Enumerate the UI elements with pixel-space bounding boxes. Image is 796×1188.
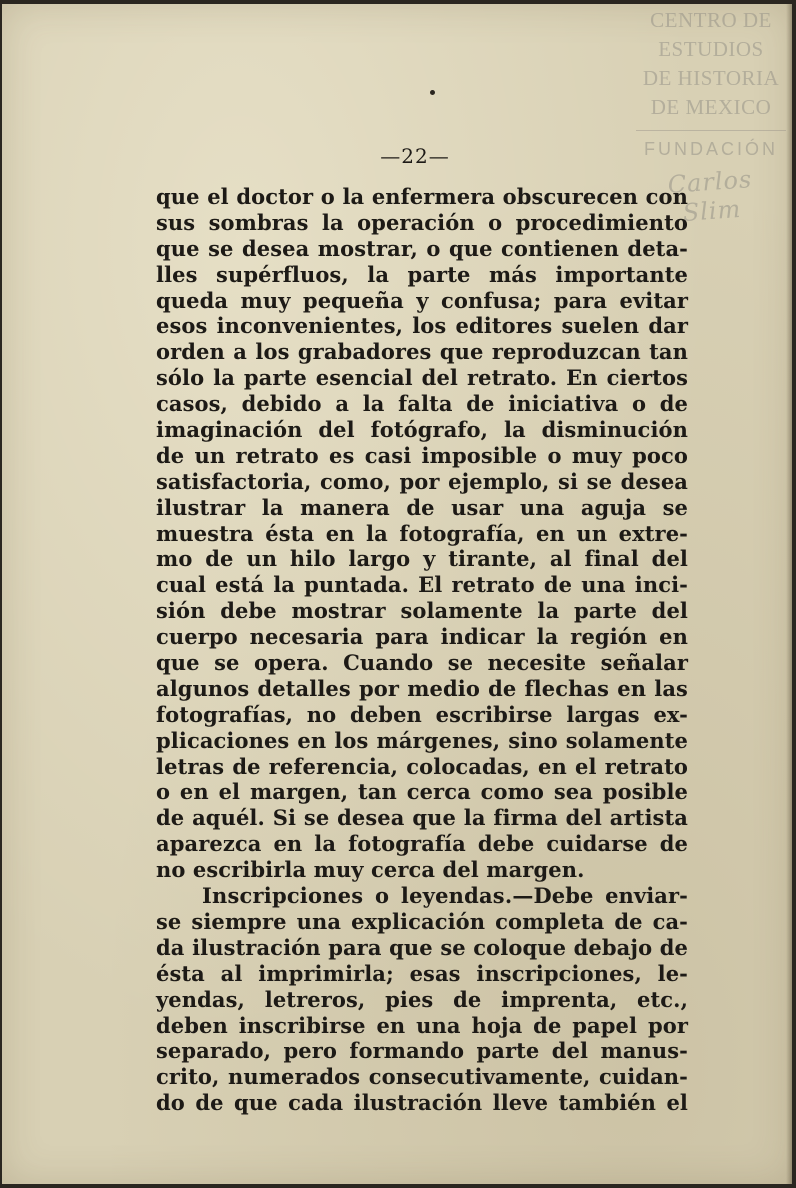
text-line: esos inconvenientes, los editores suelen dar (156, 313, 688, 339)
page-edge-shadow (786, 4, 792, 1184)
text-line: cuerpo necesaria para indicar la región en (156, 624, 688, 650)
text-line: ésta al imprimirla; esas inscripciones, le- (156, 960, 688, 986)
text-line: o en el margen, tan cerca como sea posible (156, 779, 688, 805)
text-line: se siempre una explicación completa de ca- (156, 908, 688, 934)
watermark-signature: Carlos Slim (666, 165, 754, 227)
text-line: sión debe mostrar solamente la parte del (156, 598, 688, 624)
section-heading: Inscripciones o leyendas. (202, 883, 513, 909)
text-line: no escribirla muy cerca del margen. (156, 857, 585, 883)
text-line: algunos detalles por medio de flechas en las (156, 675, 688, 701)
text-line: de un retrato es casi imposible o muy poco (156, 442, 688, 468)
watermark-line: DE HISTORIA (642, 66, 780, 90)
text-line: sólo la parte esencial del retrato. En ciertos (156, 365, 688, 391)
heading-line-rest: —Debe enviar- (512, 883, 688, 909)
text-line: queda muy pequeña y confusa; para evitar (156, 287, 688, 313)
text-line: imaginación del fotógrafo, la disminución (156, 417, 688, 443)
text-line: aparezca en la fotografía debe cuidarse de (156, 831, 688, 857)
text-line: casos, debido a la falta de iniciativa o de (156, 391, 688, 417)
ink-speck (430, 90, 435, 95)
text-line: que se desea mostrar, o que contienen deta- (156, 235, 688, 261)
page-number: —22— (380, 144, 450, 168)
text-line: satisfactoria, como, por ejemplo, si se desea (156, 468, 688, 494)
text-line: yendas, letreros, pies de imprenta, etc., (156, 986, 688, 1012)
text-line: muestra ésta en la fotografía, en un extre- (156, 520, 688, 546)
text-line: lles supérfluos, la parte más importante (156, 261, 688, 287)
text-line: da ilustración para que se coloque debajo de (156, 934, 688, 960)
watermark-foundation: FUNDACIÓN (636, 130, 786, 164)
text-line: que el doctor o la enfermera obscurecen con (156, 184, 688, 209)
text-line: ilustrar la manera de usar una aguja se (156, 494, 688, 520)
watermark-line: DE MEXICO (650, 95, 772, 119)
paragraph-1 (156, 184, 688, 883)
text-line: deben inscribirse en una hoja de papel por (156, 1012, 688, 1038)
text-line: que se opera. Cuando se necesite señalar (156, 650, 688, 676)
watermark-line: CENTRO DE (650, 8, 772, 32)
text-line: separado, pero formando parte del manus- (156, 1038, 688, 1064)
body-text (156, 184, 688, 1116)
text-line: crito, numerados consecutivamente, cuidan- (156, 1064, 688, 1090)
text-line: cual está la puntada. El retrato de una inci- (156, 572, 688, 598)
text-line: de aquél. Si se desea que la firma del artista (156, 805, 688, 831)
text-line: fotografías, no deben escribirse largas ex- (156, 701, 688, 727)
text-line-with-heading (156, 883, 688, 909)
text-line: orden a los grabadores que reproduzcan tan (156, 339, 688, 365)
text-line: mo de un hilo largo y tirante, al final del (156, 546, 688, 572)
paragraph-2 (156, 883, 688, 1116)
text-line: sus sombras la operación o procedimiento (156, 209, 688, 235)
document-page (2, 4, 792, 1184)
text-line: plicaciones en los márgenes, sino solamente (156, 727, 688, 753)
watermark-line: ESTUDIOS (658, 37, 764, 61)
text-line: letras de referencia, colocadas, en el retrato (156, 753, 688, 779)
text-line: do de que cada ilustración lleve también el (156, 1090, 688, 1116)
